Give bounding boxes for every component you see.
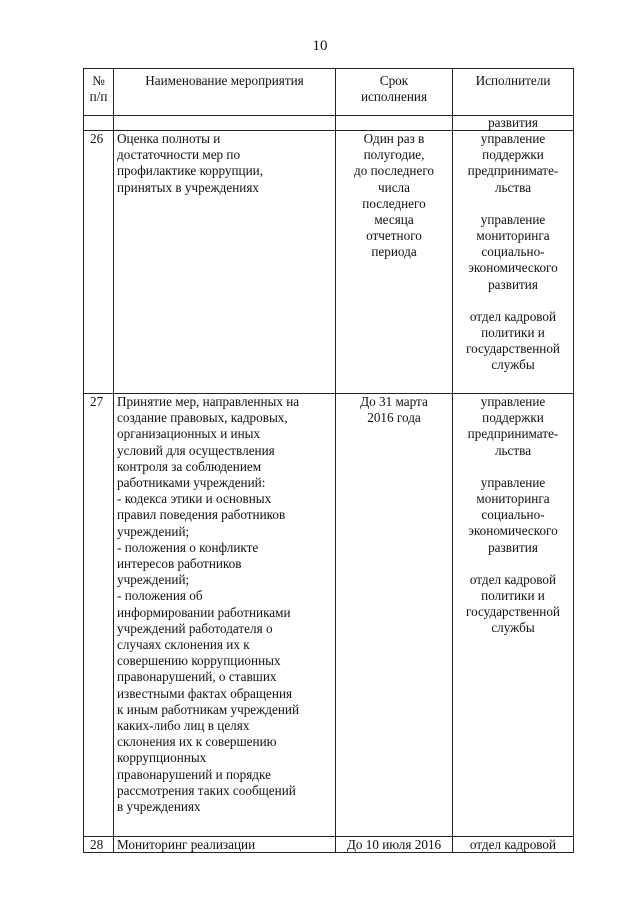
executor-line: предпринимате-	[467, 163, 559, 179]
text-line: - положения об	[117, 588, 203, 604]
text-line: профилактике коррупции,	[117, 163, 264, 179]
text-line: отчетного	[366, 228, 422, 244]
executor-line: государственной	[466, 604, 560, 620]
executor-line: льства	[494, 442, 532, 458]
text-line: к иным работникам учреждений	[117, 701, 299, 717]
page-number: 10	[312, 38, 328, 54]
text-line: контроля за соблюдением	[117, 458, 262, 474]
executor-line: управление	[480, 211, 546, 227]
text-line: периода	[371, 244, 417, 260]
executor-line: управление	[480, 474, 546, 490]
row-name	[114, 131, 336, 394]
executor-line: развития	[488, 276, 538, 292]
header-num-line: п/п	[89, 89, 108, 105]
row-name	[114, 394, 336, 837]
executor-line: поддержки	[482, 147, 544, 163]
group-gap	[456, 459, 570, 475]
executor-line: социально-	[481, 507, 545, 523]
executor-line: льства	[494, 179, 532, 195]
cell-empty	[84, 116, 114, 131]
executor-line: службы	[491, 620, 535, 636]
executor-line: управление	[480, 131, 546, 146]
executor-line: отдел кадровой	[469, 571, 557, 587]
text-line: месяца	[374, 212, 414, 228]
executor-line: мониторинга	[476, 491, 550, 507]
executor-line: предпринимате-	[467, 426, 559, 442]
executor-line: службы	[491, 357, 535, 373]
text-line: Оценка полноты и	[117, 131, 221, 146]
group-gap	[456, 293, 570, 309]
text-line: Один раз в	[363, 131, 425, 146]
text-line: каких-либо лиц в целях	[117, 718, 250, 734]
row-name	[114, 837, 336, 853]
executor-line: государственной	[466, 341, 560, 357]
group-gap	[456, 196, 570, 212]
row-number: 28	[84, 837, 114, 853]
row-executors	[453, 131, 574, 394]
text-line: рассмотрения таких сообщений	[117, 782, 296, 798]
header-term-line: Срок	[379, 73, 409, 88]
text-line: - кодекса этики и основных	[117, 491, 272, 507]
text-line: склонения их к совершению	[117, 734, 277, 750]
header-executors: Исполнители	[453, 69, 574, 116]
text-line: коррупционных	[117, 750, 207, 766]
text-line: числа	[378, 179, 410, 195]
executor-line: экономического	[468, 260, 558, 276]
continuation-executor: развития	[453, 116, 574, 131]
row-number: 26	[84, 131, 114, 394]
row-executors	[453, 394, 574, 837]
continuation-row	[84, 116, 574, 131]
text-line: - положения о конфликте	[117, 539, 259, 555]
group-gap	[456, 556, 570, 572]
text-line: 2016 года	[367, 410, 421, 426]
text-line: принятых в учреждениях	[117, 179, 259, 195]
row-term	[336, 837, 453, 853]
text-line: правонарушений, о ставших	[117, 669, 277, 685]
executor-line: поддержки	[482, 410, 544, 426]
text-line: полугодие,	[363, 147, 425, 163]
row-term	[336, 131, 453, 394]
header-term	[336, 69, 453, 116]
table-row	[84, 131, 574, 394]
events-table	[83, 68, 574, 853]
cell-empty	[336, 116, 453, 131]
executor-line: экономического	[468, 523, 558, 539]
header-num-line: №	[92, 73, 105, 88]
text-line: случаях склонения их к	[117, 637, 250, 653]
cell-empty	[114, 116, 336, 131]
header-term-line: исполнения	[360, 89, 428, 105]
text-line: интересов работников	[117, 556, 242, 572]
executor-line: развития	[488, 539, 538, 555]
text-line: Принятие мер, направленных на	[117, 394, 300, 409]
text-line: последнего	[362, 195, 426, 211]
row-executors	[453, 837, 574, 853]
text-line: информировании работниками	[117, 604, 291, 620]
text-line: учреждений работодателя о	[117, 620, 273, 636]
text-line: совершению коррупционных	[117, 653, 281, 669]
text-line: создание правовых, кадровых,	[117, 410, 288, 426]
header-num	[84, 69, 114, 116]
executor-line: социально-	[481, 244, 545, 260]
executor-line: отдел кадровой	[469, 308, 557, 324]
row-term	[336, 394, 453, 837]
text-line: Мониторинг реализации	[117, 837, 256, 852]
text-line: До 10 июля 2016	[346, 837, 442, 852]
text-line: учреждений;	[117, 523, 190, 539]
executor-line: политики и	[481, 325, 545, 341]
text-line: условий для осуществления	[117, 442, 275, 458]
row-number: 27	[84, 394, 114, 837]
text-line: известными фактах обращения	[117, 685, 293, 701]
text-line: достаточности мер по	[117, 147, 241, 163]
executor-line: отдел кадровой	[469, 837, 557, 852]
executor-line: политики и	[481, 588, 545, 604]
text-line: работниками учреждений:	[117, 475, 266, 491]
text-line: организационных и иных	[117, 426, 261, 442]
table-row	[84, 394, 574, 837]
text-line: правил поведения работников	[117, 507, 286, 523]
executor-line: мониторинга	[476, 228, 550, 244]
text-line: в учреждениях	[117, 799, 201, 815]
table-row	[84, 837, 574, 853]
text-line: правонарушений и порядке	[117, 766, 271, 782]
text-line: до последнего	[354, 163, 434, 179]
table-header-row	[84, 69, 574, 116]
executor-line: управление	[480, 394, 546, 409]
text-line: До 31 марта	[360, 394, 428, 409]
header-name: Наименование мероприятия	[114, 69, 336, 116]
text-line: учреждений;	[117, 572, 190, 588]
